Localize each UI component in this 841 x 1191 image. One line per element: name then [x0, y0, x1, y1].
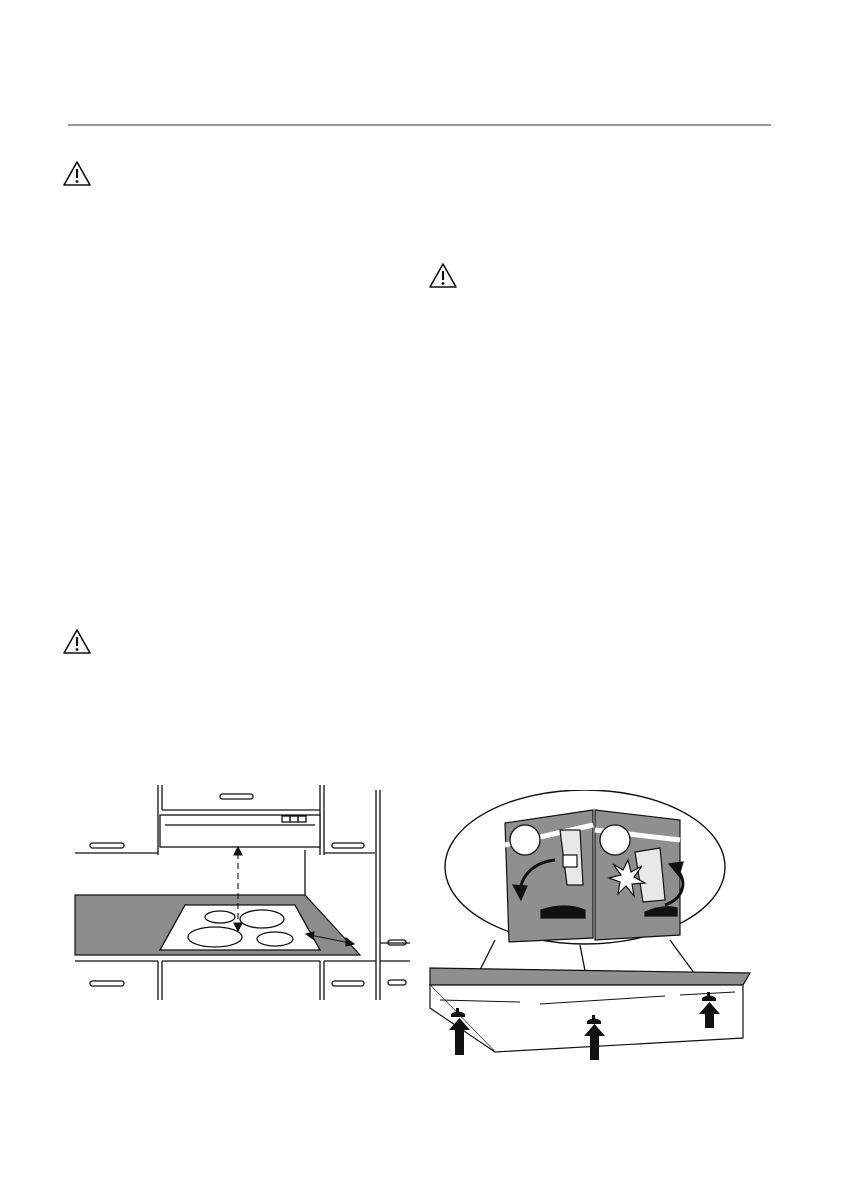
hob-mounting-figure	[425, 790, 755, 1060]
warning-triangle-icon	[62, 628, 92, 655]
kitchen-clearance-figure	[70, 785, 410, 1000]
warning-triangle-icon	[62, 160, 92, 187]
header-rule	[68, 124, 771, 126]
warning-triangle-icon	[428, 262, 458, 289]
